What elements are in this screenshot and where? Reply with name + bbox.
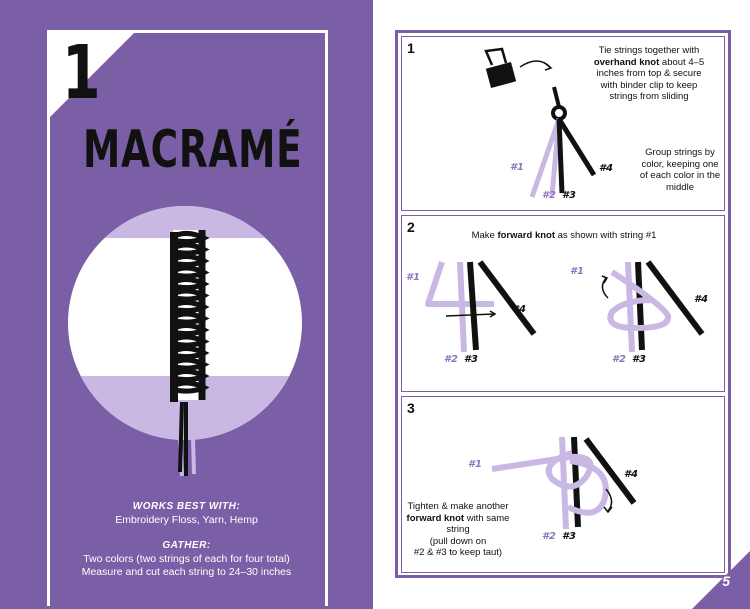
- step-2-label-1: #1: [406, 272, 420, 283]
- step-1-diagram: [402, 37, 726, 212]
- step-2-diagram: [402, 216, 726, 393]
- page-number-corner: [692, 551, 750, 609]
- works-best-text: Embroidery Floss, Yarn, Hemp: [115, 514, 258, 526]
- step-3-diagram: [402, 397, 726, 574]
- label-string-2: #2: [542, 190, 556, 201]
- label-string-3: #3: [562, 190, 576, 201]
- step-1-instructions: Tie strings together with overhand knot about 4–5 inches from top & secure with binder clip to keep strings from sliding: [593, 45, 705, 102]
- step-3-label-4: #4: [624, 469, 638, 480]
- step-2b-label-2: #2: [612, 354, 626, 365]
- gather-line-2: Measure and cut each string to 24–30 inches: [81, 566, 292, 578]
- step-2-label-3: #3: [464, 354, 478, 365]
- label-string-1: #1: [510, 162, 524, 173]
- step-1-panel: [401, 36, 725, 211]
- step-3-number: 3: [407, 400, 415, 416]
- step-3-label-1: #1: [468, 459, 482, 470]
- step-2b-label-1: #1: [570, 266, 584, 277]
- page-number: 5: [722, 573, 730, 589]
- left-page: [0, 0, 373, 609]
- step-2-panel: [401, 215, 725, 392]
- gather-heading: GATHER:: [162, 540, 211, 551]
- project-number: 1: [62, 30, 101, 116]
- step-2b-label-4: #4: [694, 294, 708, 305]
- gather-line-1: Two colors (two strings of each for four total): [83, 553, 290, 565]
- binder-clip-icon: [486, 49, 516, 88]
- step-3-label-2: #2: [542, 531, 556, 542]
- macrame-illustration: [68, 206, 302, 440]
- step-1-number: 1: [407, 40, 415, 56]
- step-2-number: 2: [407, 219, 415, 235]
- step-2-label-4: #4: [512, 304, 526, 315]
- works-best-heading: WORKS BEST WITH:: [132, 501, 241, 512]
- step-2-instructions: Make forward knot as shown with string #1: [471, 230, 657, 241]
- step-2b-label-3: #3: [632, 354, 646, 365]
- project-title: MACRAMÉ: [83, 120, 303, 180]
- step-1-grouping-note: Group strings by color, keeping one of each color in the middle: [639, 147, 721, 193]
- right-page: [373, 0, 750, 609]
- step-3-label-3: #3: [562, 531, 576, 542]
- step-3-instructions: Tighten & make another forward knot with same string (pull down on #2 & #3 to keep taut): [406, 501, 510, 558]
- step-3-panel: [401, 396, 725, 573]
- label-string-4: #4: [599, 163, 613, 174]
- step-2-label-2: #2: [444, 354, 458, 365]
